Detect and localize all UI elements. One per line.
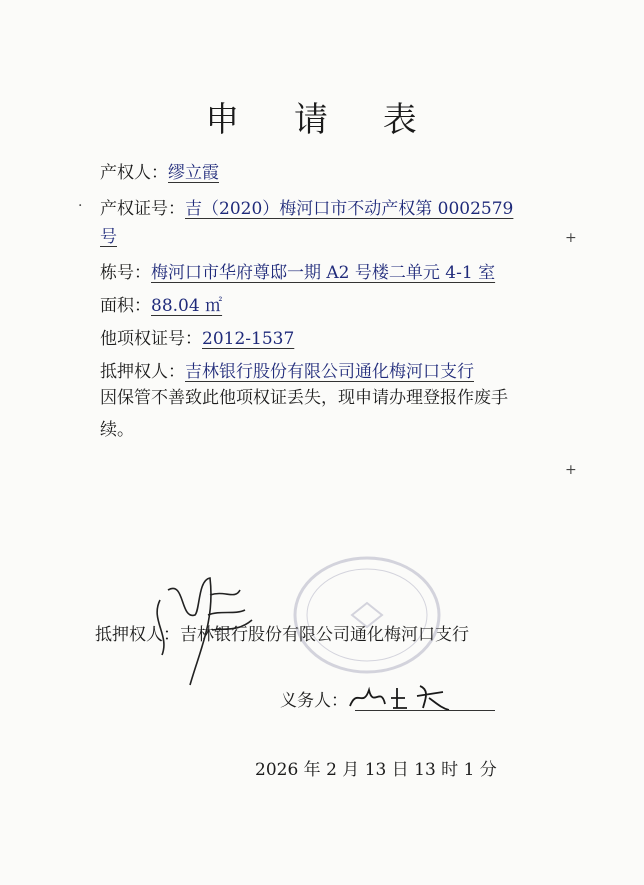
area-value: 88.04 ㎡: [151, 296, 223, 316]
statement-text: 因保管不善致此他项权证丢失，现申请办理登报作废手续。: [100, 388, 508, 440]
form-title: 申 请 表: [205, 100, 439, 140]
owner-value: 缪立霞: [168, 163, 219, 183]
owner-row: [100, 158, 219, 183]
mortgagee-label: 抵押权人：: [100, 362, 185, 382]
building-value: 梅河口市华府尊邸一期 A2 号楼二单元 4-1 室: [151, 263, 496, 283]
obligor-label: 义务人：: [280, 691, 348, 711]
area-label: 面积：: [100, 296, 151, 316]
area-row: [100, 291, 222, 316]
stray-mark: +: [565, 462, 577, 478]
obligor-signature-line: [355, 710, 495, 711]
other-cert-row: [100, 324, 294, 349]
cert-row: [100, 194, 513, 219]
stray-mark: +: [565, 230, 577, 246]
stray-mark: ·: [78, 198, 83, 214]
obligor-handwritten-signature: [345, 678, 460, 718]
owner-label: 产权人：: [100, 163, 168, 183]
building-label: 栋号：: [100, 263, 151, 283]
bank-seal-stamp: [292, 555, 442, 675]
signature-mortgagee-value: 吉林银行股份有限公司通化梅河口支行: [180, 625, 469, 645]
sign-date: 2026 年 2 月 13 日 13 时 1 分: [255, 760, 497, 780]
other-cert-label: 他项权证号：: [100, 329, 202, 349]
cert-row-cont: [100, 222, 117, 247]
other-cert-value: 2012-1537: [202, 329, 295, 349]
cert-label: 产权证号：: [100, 199, 185, 219]
signature-mortgagee-label: 抵押权人：: [95, 625, 180, 645]
mortgagee-row: [100, 357, 474, 382]
cert-value-continuation: 号: [100, 227, 117, 247]
signature-mortgagee-row: [95, 620, 469, 645]
mortgagee-value: 吉林银行股份有限公司通化梅河口支行: [185, 362, 474, 382]
building-row: [100, 258, 495, 283]
cert-value: 吉（2020）梅河口市不动产权第 0002579: [185, 199, 514, 219]
